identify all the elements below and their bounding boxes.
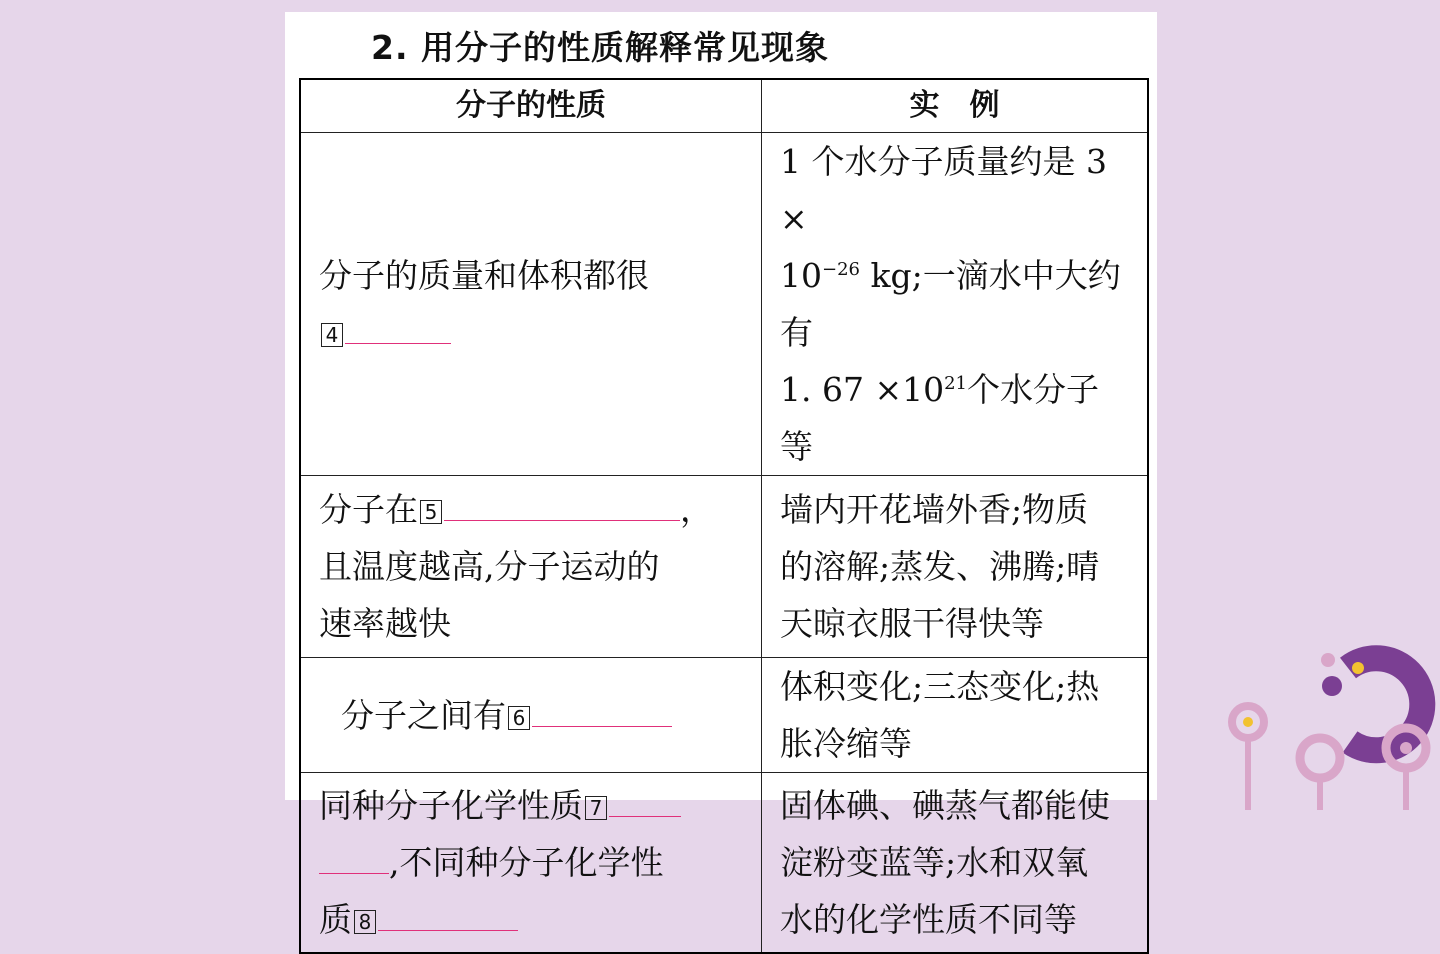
example-line: 1. 67 ×10 [780, 370, 945, 409]
example-cell [762, 476, 1149, 658]
table-row [300, 658, 1148, 773]
header-property: 分子的性质 [300, 79, 762, 133]
floral-decoration-icon [1210, 630, 1440, 810]
example-line: 固体碘、碘蒸气都能使 [780, 785, 1110, 825]
property-cell [300, 773, 762, 953]
pink-center-icon [1400, 742, 1412, 754]
example-line: 体积变化;三态变化;热 [780, 667, 1100, 706]
example-line: 墙内开花墙外香;物质 [780, 490, 1089, 529]
answer-blank-7-cont[interactable] [319, 843, 389, 874]
property-cell [300, 658, 762, 773]
answer-blank-5[interactable] [444, 490, 680, 521]
example-line: 1 个水分子质量约是 3 × [780, 142, 1107, 238]
property-text: 速率越快 [319, 604, 451, 643]
section-heading: 2. 用分子的性质解释常见现象 [371, 28, 829, 67]
exponent: −26 [822, 259, 860, 280]
property-cell [300, 133, 762, 476]
example-line: 天晾衣服干得快等 [780, 604, 1044, 643]
example-cell [762, 133, 1149, 476]
answer-blank-7[interactable] [609, 786, 681, 817]
answer-blank-8[interactable] [378, 900, 518, 931]
table-row [300, 133, 1148, 476]
example-line: 胀冷缩等 [780, 724, 912, 763]
example-line: 个水分子等 [780, 370, 1100, 466]
example-line: 10 [780, 256, 822, 295]
example-line: 淀粉变蓝等;水和双氧 [780, 842, 1089, 882]
pink-dot-icon [1321, 653, 1335, 667]
yellow-dot-icon [1352, 662, 1364, 674]
pink-ring-icon [1300, 738, 1340, 778]
answer-blank-6[interactable] [532, 696, 672, 727]
example-cell [762, 658, 1149, 773]
property-text: 分子之间有 [341, 695, 506, 735]
yellow-center-icon [1243, 717, 1253, 727]
property-text: 质 [319, 899, 352, 939]
table-row [300, 773, 1148, 953]
blank-number-4: 4 [321, 323, 343, 347]
example-line: 的溶解;蒸发、沸腾;晴 [780, 547, 1100, 586]
table-header-row [300, 79, 1148, 133]
slide-card [285, 12, 1157, 939]
exponent: 21 [944, 373, 968, 394]
purple-dot-icon [1322, 676, 1342, 696]
property-text: 且温度越高,分子运动的 [319, 547, 660, 586]
example-line: 水的化学性质不同等 [780, 899, 1077, 939]
blank-number-8: 8 [354, 910, 376, 934]
property-text: 分子的质量和体积都很 [319, 256, 649, 295]
example-cell [762, 773, 1149, 953]
property-text: ,不同种分子化学性 [389, 842, 664, 882]
properties-table [299, 78, 1149, 954]
answer-blank-4[interactable] [345, 313, 451, 344]
property-text: ， [680, 490, 713, 529]
header-example: 实 例 [762, 79, 1149, 133]
property-text: 分子在 [319, 490, 418, 529]
blank-number-6: 6 [508, 706, 530, 730]
example-line: kg;一滴水中大约有 [780, 256, 1121, 352]
blank-number-7: 7 [585, 796, 607, 820]
table-row [300, 476, 1148, 658]
blank-number-5: 5 [420, 500, 442, 524]
property-cell [300, 476, 762, 658]
property-text: 同种分子化学性质 [319, 785, 583, 825]
